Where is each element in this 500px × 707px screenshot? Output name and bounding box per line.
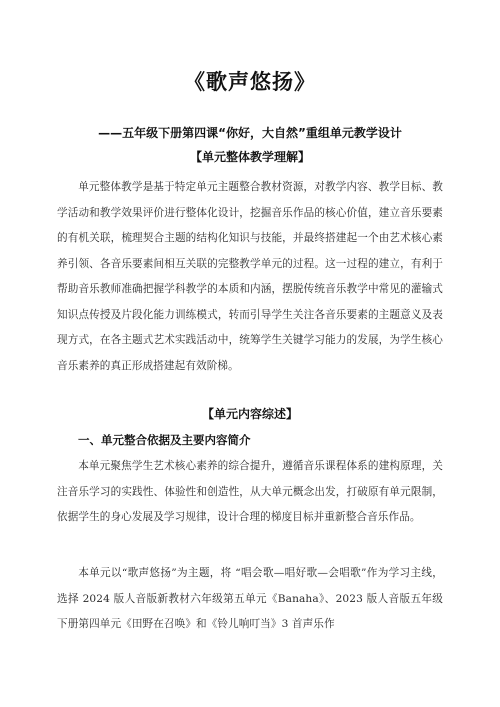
document-title: 《歌声悠扬》	[184, 70, 316, 94]
document-subtitle: ——五年级下册第四课“你好，大自然”重组单元教学设计	[98, 126, 402, 140]
section-heading-content-overview: 【单元内容综述】	[201, 407, 298, 421]
paragraph-unit-theme: 本单元以“歌声悠扬”为主题，将 “唱会歌—唱好歌—会唱歌”作为学习主线，选择 2024 版人音版新教材六年级第五单元《Banaha》、2023 版人音版五年级下册第四单元《田野在召唤》和《铃儿响叮当》3 首声乐作	[57, 567, 443, 630]
section-heading-unit-understanding: 【单元整体教学理解】	[189, 150, 310, 164]
paragraph-integration-basis: 本单元聚焦学生艺术核心素养的综合提升，遵循音乐课程体系的建构原理，关注音乐学习的实践性、体验性和创造性，从大单元概念出发，打破原有单元限制，依据学生的身心发展及学习规律，设计合理的梯度目标并重新整合音乐作品。	[57, 460, 443, 523]
subheading-integration-basis: 一、单元整合依据及主要内容简介	[78, 433, 251, 447]
paragraph-unit-understanding: 单元整体教学是基于特定单元主题整合教材资源，对教学内容、教学目标、教学活动和教学效果评价进行整体化设计，挖掘音乐作品的核心价值，建立音乐要素的有机关联，梳理契合主题的结构化知识与技能，并最终搭建起一个由艺术核心素养引领、各音乐要素间相互关联的完整教学单元的过程。这一过程的建立，有利于帮助音乐教师准确把握学科教学的本质和内涵，摆脱传统音乐教学中常见的灌输式知识点传授及片段化能力训练模式，转而引导学生关注各音乐要素的主题意义及表现方式，在各主题式艺术实践活动中，统筹学生关键学习能力的发展，为学生核心音乐素养的真正形成搭建起有效阶梯。	[57, 181, 443, 372]
